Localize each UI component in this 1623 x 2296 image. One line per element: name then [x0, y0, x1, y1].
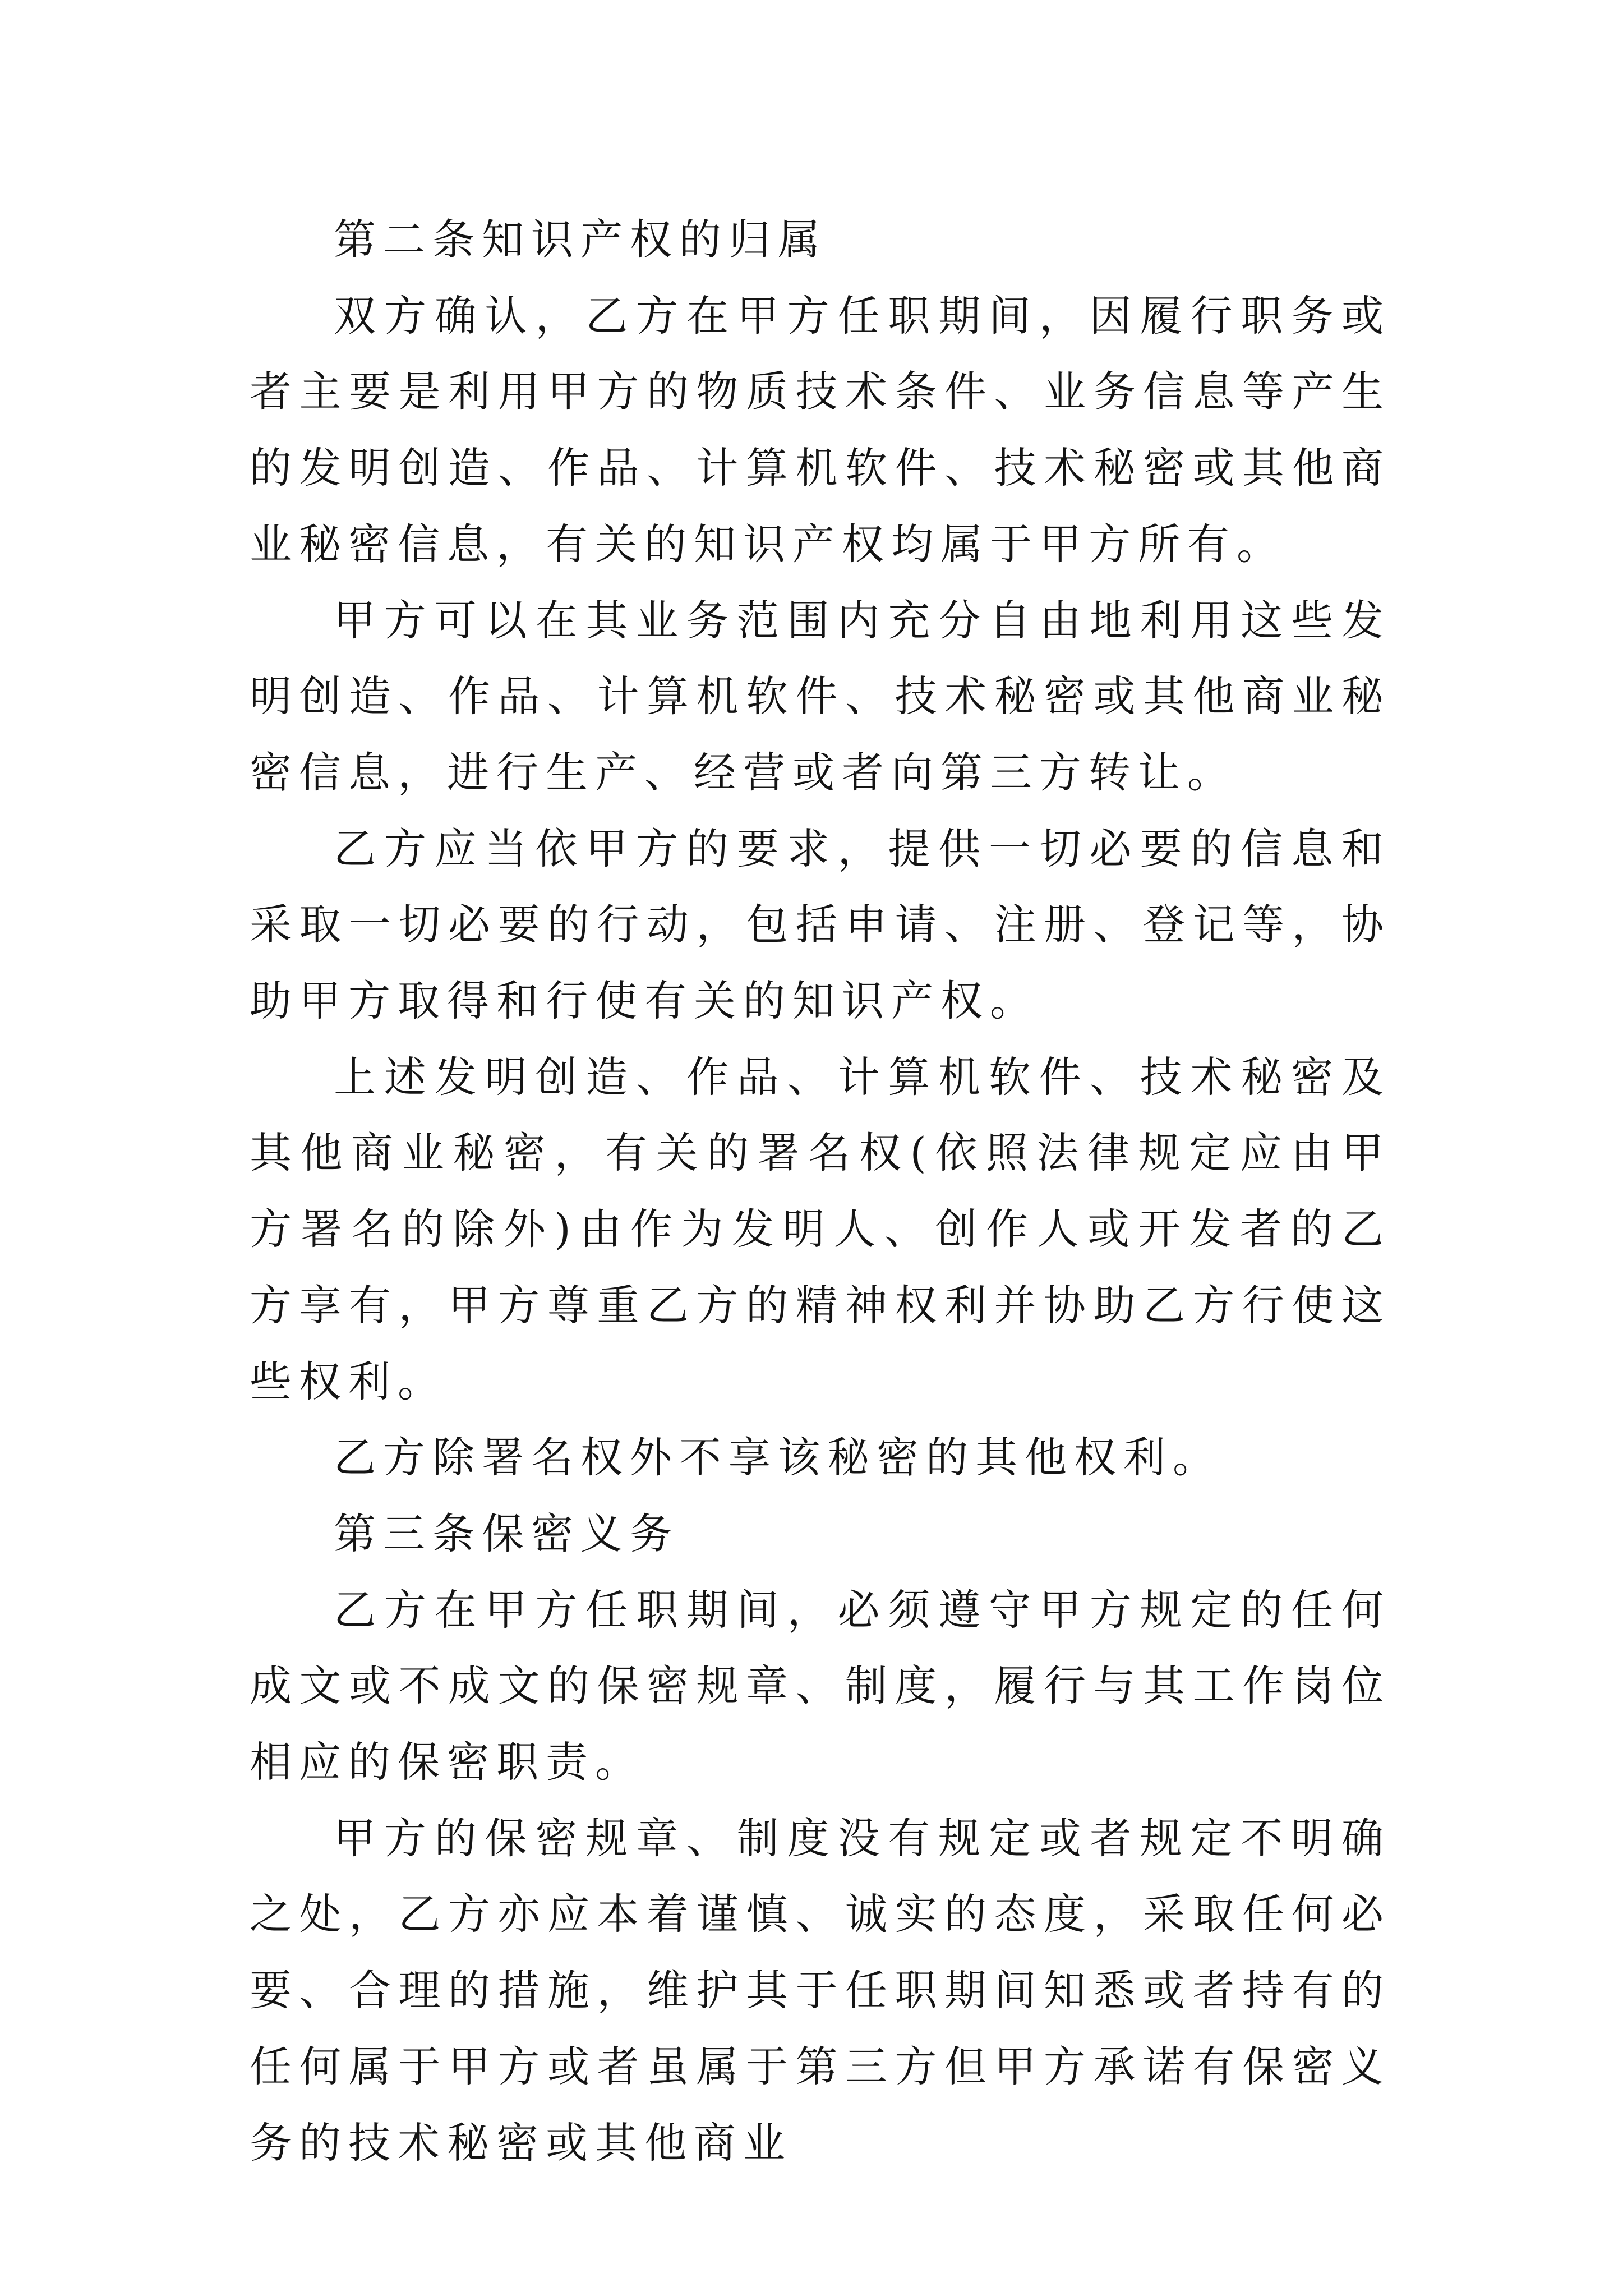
paragraph-other-rights: 乙方除署名权外不享该秘密的其他权利。	[334, 1433, 1223, 1483]
article-heading-ip-ownership: 第二条知识产权的归属	[334, 215, 828, 264]
article-heading-confidentiality: 第三条保密义务	[334, 1508, 680, 1558]
paragraph-party-a-usage: 甲方可以在其业务范围内充分自由地利用这些发明创造、作品、计算机软件、技术秘密或其他商业秘密信息，进行生产、经营或者向第三方转让。	[250, 595, 1391, 797]
paragraph-authorship-rights: 上述发明创造、作品、计算机软件、技术秘密及其他商业秘密，有关的署名权(依照法律规定应由甲方署名的除外)由作为发明人、创作人或开发者的乙方享有，甲方尊重乙方的精神权利并协助乙方行使这些权利。	[250, 1052, 1391, 1406]
paragraph-ip-ownership: 双方确认，乙方在甲方任职期间，因履行职务或者主要是利用甲方的物质技术条件、业务信息等产生的发明创造、作品、计算机软件、技术秘密或其他商业秘密信息，有关的知识产权均属于甲方所有。	[250, 291, 1391, 569]
document-body	[250, 202, 1391, 2181]
paragraph-confidentiality-rules: 乙方在甲方任职期间，必须遵守甲方规定的任何成文或不成文的保密规章、制度，履行与其工作岗位相应的保密职责。	[250, 1585, 1391, 1787]
paragraph-confidentiality-measures: 甲方的保密规章、制度没有规定或者规定不明确之处，乙方亦应本着谨慎、诚实的态度，采取任何必要、合理的措施，维护其于任职期间知悉或者持有的任何属于甲方或者虽属于第三方但甲方承诺有保密义务的技术秘密或其他商业	[250, 1813, 1391, 2168]
paragraph-party-b-assistance: 乙方应当依甲方的要求，提供一切必要的信息和采取一切必要的行动，包括申请、注册、登记等，协助甲方取得和行使有关的知识产权。	[250, 823, 1391, 1026]
